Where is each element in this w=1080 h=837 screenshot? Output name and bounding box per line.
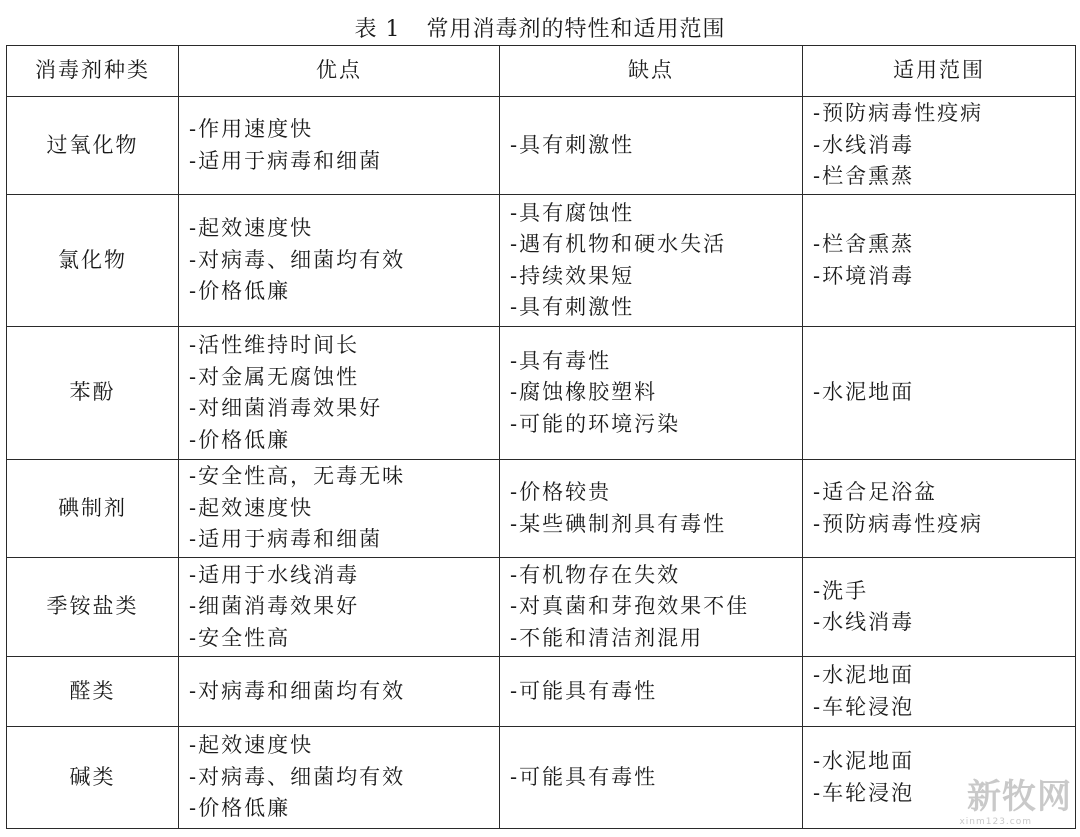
disinfectant-name: 氯化物 bbox=[7, 195, 179, 327]
list-item: -对细菌消毒效果好 bbox=[189, 396, 383, 420]
list-item: -洗手 bbox=[813, 578, 869, 603]
uses-cell bbox=[803, 657, 1076, 727]
table-caption bbox=[0, 12, 1080, 43]
uses-cell bbox=[803, 97, 1076, 195]
uses-cell bbox=[803, 558, 1076, 657]
list-item: -具有刺激性 bbox=[510, 132, 635, 157]
cons-cell bbox=[500, 97, 803, 195]
list-item: -水线消毒 bbox=[813, 610, 915, 634]
pros-cell bbox=[179, 327, 500, 460]
header-row bbox=[7, 46, 1076, 97]
header-type: 消毒剂种类 bbox=[7, 46, 179, 97]
list-item: -有机物存在失效 bbox=[510, 562, 681, 587]
header-uses: 适用范围 bbox=[803, 46, 1076, 97]
table-row bbox=[7, 460, 1076, 558]
table-title: 常用消毒剂的特性和适用范围 bbox=[426, 17, 726, 42]
table-row bbox=[7, 195, 1076, 327]
cons-cell bbox=[500, 558, 803, 657]
pros-cell bbox=[179, 558, 500, 657]
cons-cell bbox=[500, 195, 803, 327]
list-item: -不能和清洁剂混用 bbox=[510, 625, 704, 650]
list-item: -起效速度快 bbox=[189, 733, 314, 758]
list-item: -某些碘制剂具有毒性 bbox=[510, 511, 727, 536]
uses-cell bbox=[803, 460, 1076, 558]
list-item: -对病毒、细菌均有效 bbox=[189, 247, 406, 272]
list-item: -对金属无腐蚀性 bbox=[189, 364, 360, 389]
list-item: -预防病毒性疫病 bbox=[813, 511, 984, 536]
cons-cell bbox=[500, 460, 803, 558]
list-item: -适用于病毒和细菌 bbox=[189, 527, 383, 552]
list-item: -车轮浸泡 bbox=[813, 780, 915, 805]
list-item: -水泥地面 bbox=[813, 380, 915, 405]
cons-cell bbox=[500, 657, 803, 727]
list-item: -价格低廉 bbox=[189, 796, 291, 821]
list-item: -适合足浴盆 bbox=[813, 480, 938, 504]
disinfectant-name: 苯酚 bbox=[7, 327, 179, 460]
list-item: -适用于水线消毒 bbox=[189, 562, 360, 587]
disinfectant-name: 季铵盐类 bbox=[7, 558, 179, 657]
disinfectant-name: 过氧化物 bbox=[7, 97, 179, 195]
list-item: -对真菌和芽孢效果不佳 bbox=[510, 594, 750, 619]
watermark-site: xinm123.com bbox=[959, 817, 1032, 827]
list-item: -具有刺激性 bbox=[510, 295, 635, 319]
list-item: -安全性高 bbox=[189, 625, 291, 650]
disinfectant-name: 碘制剂 bbox=[7, 460, 179, 558]
list-item: -可能的环境污染 bbox=[510, 411, 681, 436]
list-item: -具有腐蚀性 bbox=[510, 200, 635, 225]
table-row bbox=[7, 97, 1076, 195]
table-row bbox=[7, 657, 1076, 727]
pros-cell bbox=[179, 460, 500, 558]
list-item: -遇有机物和硬水失活 bbox=[510, 232, 727, 256]
list-item: -可能具有毒性 bbox=[510, 678, 658, 703]
table-row bbox=[7, 558, 1076, 657]
list-item: -适用于病毒和细菌 bbox=[189, 148, 383, 173]
list-item: -价格低廉 bbox=[189, 427, 291, 452]
list-item: -具有毒性 bbox=[510, 348, 612, 373]
list-item: -对病毒和细菌均有效 bbox=[189, 678, 406, 703]
list-item: -环境消毒 bbox=[813, 263, 915, 288]
table-row bbox=[7, 727, 1076, 829]
list-item: -水线消毒 bbox=[813, 132, 915, 157]
table-row bbox=[7, 327, 1076, 460]
watermark bbox=[959, 777, 1072, 827]
list-item: -栏舍熏蒸 bbox=[813, 164, 915, 189]
list-item: -安全性高，无毒无味 bbox=[189, 464, 406, 489]
list-item: -水泥地面 bbox=[813, 749, 915, 773]
list-item: -预防病毒性疫病 bbox=[813, 101, 984, 126]
table-body bbox=[7, 97, 1076, 829]
list-item: -起效速度快 bbox=[189, 495, 314, 520]
list-item: -活性维持时间长 bbox=[189, 333, 360, 357]
header-pros: 优点 bbox=[179, 46, 500, 97]
header-cons: 缺点 bbox=[500, 46, 803, 97]
list-item: -栏舍熏蒸 bbox=[813, 232, 915, 256]
list-item: -作用速度快 bbox=[189, 117, 314, 141]
watermark-logo: 新牧网 bbox=[967, 777, 1072, 817]
disinfectant-name: 醛类 bbox=[7, 657, 179, 727]
list-item: -细菌消毒效果好 bbox=[189, 594, 360, 619]
list-item: -对病毒、细菌均有效 bbox=[189, 764, 406, 789]
cons-cell bbox=[500, 327, 803, 460]
pros-cell bbox=[179, 727, 500, 829]
disinfectant-table bbox=[6, 45, 1076, 829]
pros-cell bbox=[179, 657, 500, 727]
table-number: 表 1 bbox=[354, 17, 401, 42]
list-item: -车轮浸泡 bbox=[813, 694, 915, 719]
list-item: -水泥地面 bbox=[813, 663, 915, 687]
pros-cell bbox=[179, 195, 500, 327]
list-item: -价格较贵 bbox=[510, 480, 612, 504]
uses-cell bbox=[803, 327, 1076, 460]
cons-cell bbox=[500, 727, 803, 829]
list-item: -腐蚀橡胶塑料 bbox=[510, 380, 658, 405]
list-item: -可能具有毒性 bbox=[510, 764, 658, 789]
list-item: -价格低廉 bbox=[189, 279, 291, 304]
list-item: -持续效果短 bbox=[510, 263, 635, 288]
uses-cell bbox=[803, 195, 1076, 327]
pros-cell bbox=[179, 97, 500, 195]
disinfectant-name: 碱类 bbox=[7, 727, 179, 829]
list-item: -起效速度快 bbox=[189, 216, 314, 241]
